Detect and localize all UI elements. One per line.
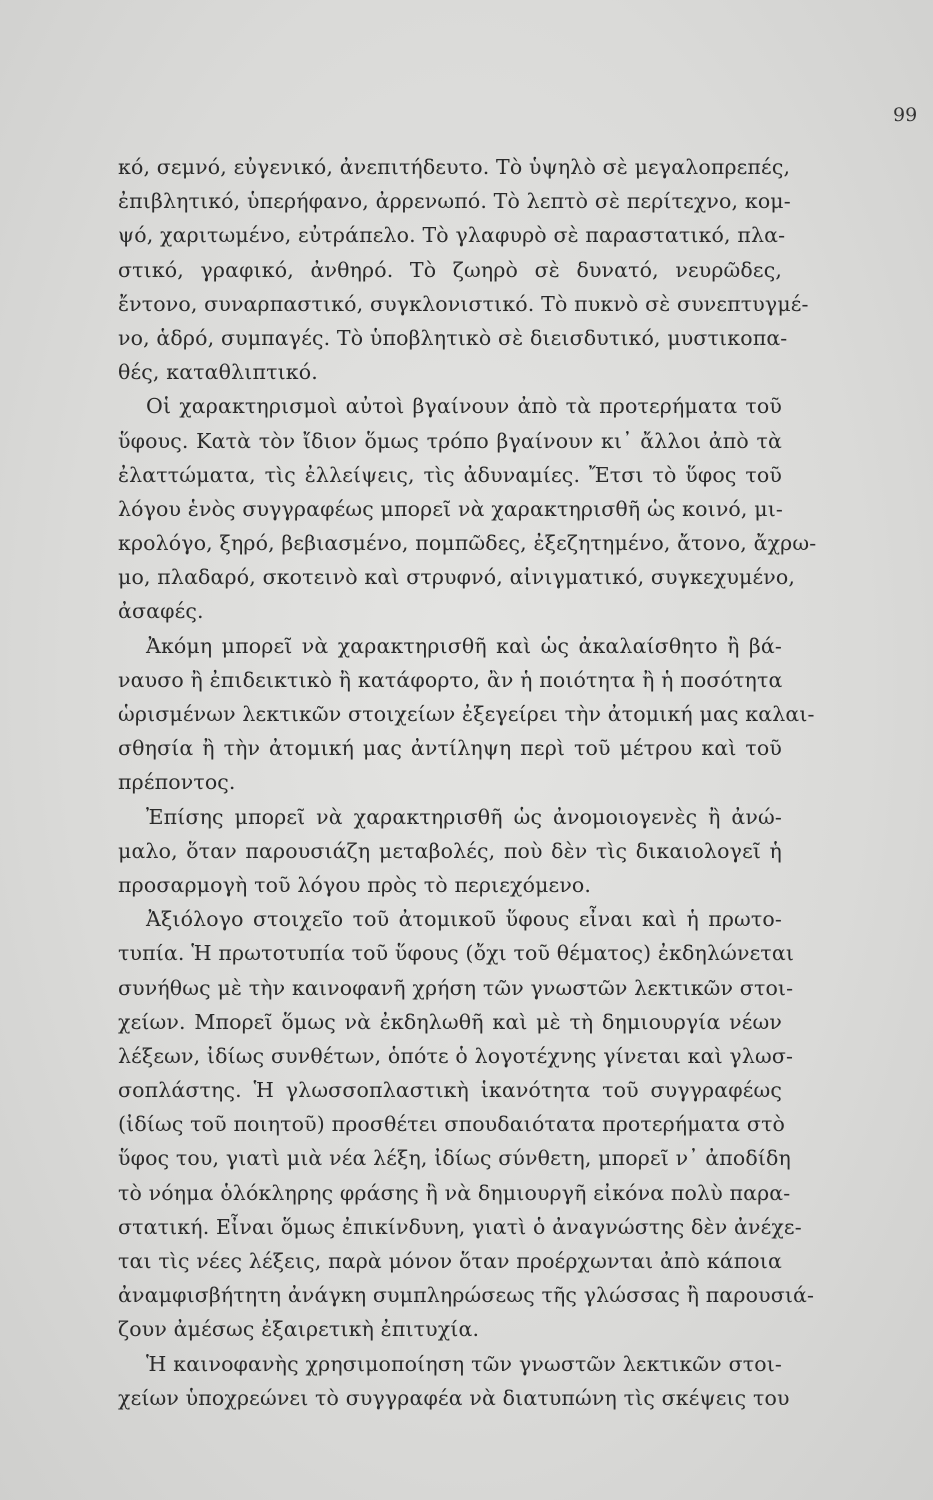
text-line: σοπλάστης. Ἡ γλωσσοπλαστικὴ ἱκανότητα τοῦ συγγραφέως: [118, 1078, 782, 1103]
text-line: Ἀξιόλογο στοιχεῖο τοῦ ἀτομικοῦ ὕφους εἶναι καὶ ἡ πρωτο-: [146, 907, 782, 932]
text-line: σθησία ἢ τὴν ἀτομική μας ἀντίληψη περὶ τοῦ μέτρου καὶ τοῦ: [118, 736, 782, 761]
text-line: ἀναμφισβήτητη ἀνάγκη συμπληρώσεως τῆς γλώσσας ἢ παρουσιά-: [118, 1283, 815, 1308]
text-line: ψό, χαριτωμένο, εὐτράπελο. Τὸ γλαφυρὸ σὲ παραστατικό, πλα-: [118, 223, 786, 248]
page-number: 99: [893, 104, 918, 126]
text-line: ἐλαττώματα, τὶς ἐλλείψεις, τὶς ἀδυναμίες. Ἔτσι τὸ ὕφος τοῦ: [118, 462, 782, 487]
text-line: ὡρισμένων λεκτικῶν στοιχείων ἐξεγείρει τὴν ἀτομική μας καλαι-: [118, 702, 815, 726]
text-line: Ἐπίσης μπορεῖ νὰ χαρακτηρισθῆ ὡς ἀνομοιογενὲς ἢ ἀνώ-: [146, 804, 782, 829]
text-line: ὕφους. Κατὰ τὸν ἴδιον ὅμως τρόπο βγαίνουν κι᾽ ἄλλοι ἀπὸ τὰ: [118, 428, 782, 453]
text-line: ἐπιβλητικό, ὑπερήφανο, ἀρρενωπό. Τὸ λεπτὸ σὲ περίτεχνο, κομ-: [118, 189, 791, 214]
text-line: ἀσαφές.: [118, 599, 204, 624]
text-line: στατική. Εἶναι ὅμως ἐπικίνδυνη, γιατὶ ὁ ἀναγνώστης δὲν ἀνέχε-: [118, 1214, 802, 1239]
text-line: Οἱ χαρακτηρισμοὶ αὐτοὶ βγαίνουν ἀπὸ τὰ προτερήματα τοῦ: [146, 394, 782, 419]
text-line: συνήθως μὲ τὴν καινοφανῆ χρήση τῶν γνωστῶν λεκτικῶν στοι-: [118, 975, 794, 1000]
body-text: [118, 150, 817, 1415]
text-line: χείων ὑποχρεώνει τὸ συγγραφέα νὰ διατυπώνη τὶς σκέψεις του: [118, 1385, 790, 1410]
text-line: ζουν ἀμέσως ἐξαιρετικὴ ἐπιτυχία.: [118, 1317, 480, 1342]
text-line: κρολόγο, ξηρό, βεβιασμένο, πομπῶδες, ἐξεζητημένο, ἄτονο, ἄχρω-: [118, 531, 817, 556]
text-line: πρέποντος.: [118, 770, 236, 795]
text-line: λέξεων, ἰδίως συνθέτων, ὁπότε ὁ λογοτέχνης γίνεται καὶ γλωσ-: [118, 1043, 794, 1068]
text-line: λόγου ἑνὸς συγγραφέως μπορεῖ νὰ χαρακτηρισθῆ ὡς κοινό, μι-: [118, 496, 783, 521]
text-line: στικό, γραφικό, ἀνθηρό. Τὸ ζωηρὸ σὲ δυνατό, νευρῶδες,: [118, 257, 782, 282]
text-line: χείων. Μπορεῖ ὅμως νὰ ἐκδηλωθῆ καὶ μὲ τὴ δημιουργία νέων: [118, 1009, 782, 1034]
text-line: κό, σεμνό, εὐγενικό, ἀνεπιτήδευτο. Τὸ ὑψηλὸ σὲ μεγαλοπρεπές,: [118, 155, 791, 179]
text-line: ναυσο ἢ ἐπιδεικτικὸ ἢ κατάφορτο, ἂν ἡ ποιότητα ἢ ἡ ποσότητα: [118, 667, 783, 692]
text-line: προσαρμογὴ τοῦ λόγου πρὸς τὸ περιεχόμενο.: [118, 872, 592, 897]
text-line: τὸ νόημα ὁλόκληρης φράσης ἢ νὰ δημιουργῆ εἰκόνα πολὺ παρα-: [118, 1180, 791, 1205]
text-line: (ἰδίως τοῦ ποιητοῦ) προσθέτει σπουδαιότατα προτερήματα στὸ: [118, 1112, 786, 1137]
text-line: νο, ἁδρό, συμπαγές. Τὸ ὑποβλητικὸ σὲ διεισδυτικό, μυστικοπα-: [118, 325, 788, 350]
text-line: ἔντονο, συναρπαστικό, συγκλονιστικό. Τὸ πυκνὸ σὲ συνεπτυγμέ-: [118, 291, 809, 316]
text-line: Ἀκόμη μπορεῖ νὰ χαρακτηρισθῆ καὶ ὡς ἀκαλαίσθητο ἢ βά-: [146, 633, 782, 658]
text-line: Ἡ καινοφανὴς χρησιμοποίηση τῶν γνωστῶν λεκτικῶν στοι-: [146, 1351, 782, 1376]
text-line: ὕφος του, γιατὶ μιὰ νέα λέξη, ἰδίως σύνθετη, μπορεῖ ν᾽ ἀποδίδη: [118, 1146, 791, 1171]
text-line: μαλο, ὅταν παρουσιάζη μεταβολές, ποὺ δὲν τὶς δικαιολογεῖ ἡ: [118, 838, 782, 863]
text-line: θές, καταθλιπτικό.: [118, 360, 318, 385]
text-line: μο, πλαδαρό, σκοτεινὸ καὶ στρυφνό, αἰνιγματικό, συγκεχυμένο,: [118, 565, 795, 590]
text-line: τυπία. Ἡ πρωτοτυπία τοῦ ὕφους (ὄχι τοῦ θέματος) ἐκδηλώνεται: [118, 941, 795, 966]
text-line: ται τὶς νέες λέξεις, παρὰ μόνον ὅταν προέρχωνται ἀπὸ κάποια: [118, 1249, 782, 1273]
